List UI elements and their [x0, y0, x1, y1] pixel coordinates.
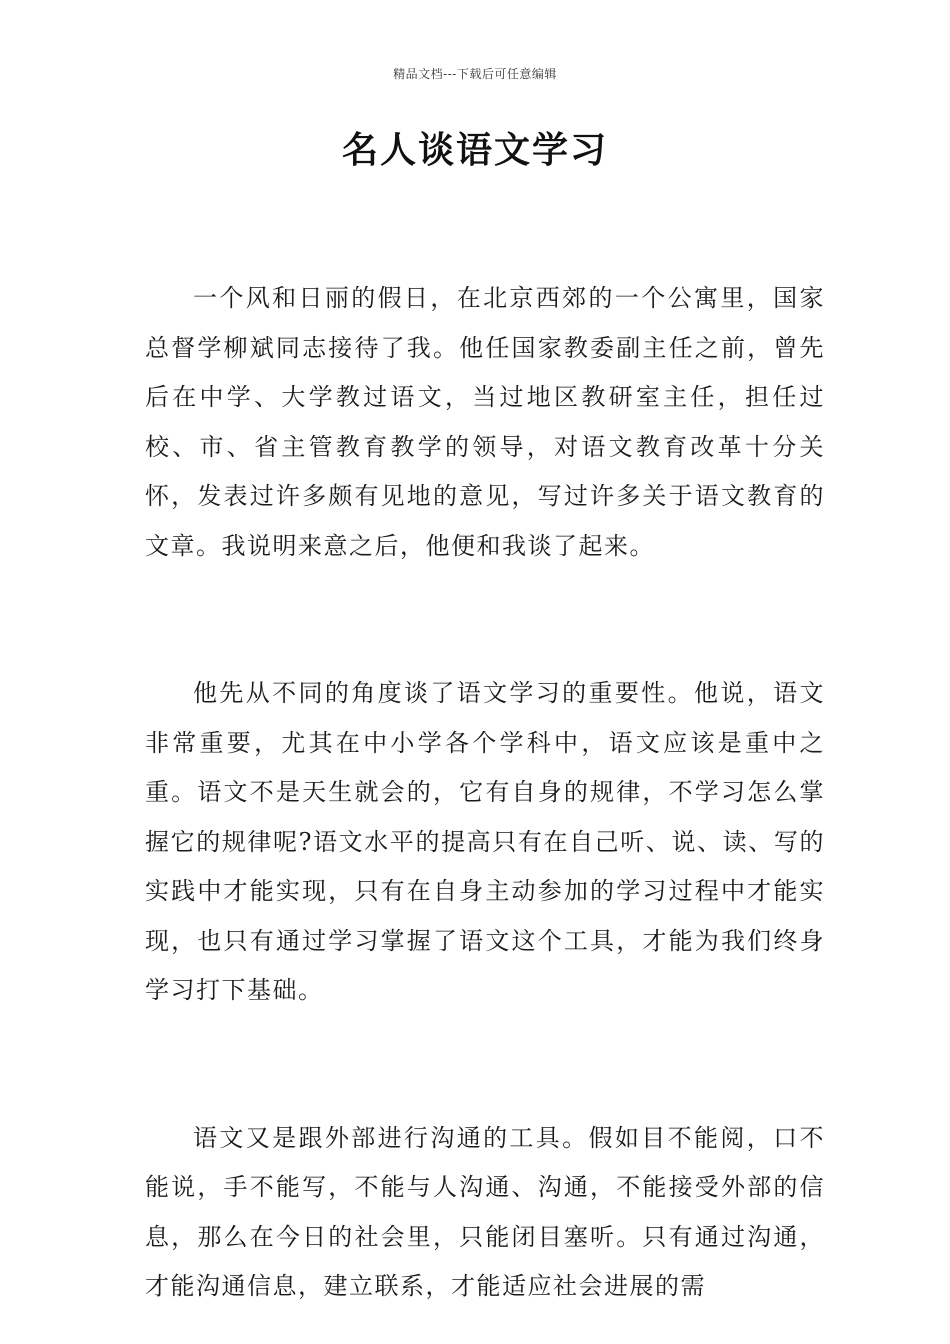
- document-title: 名人谈语文学习: [341, 130, 608, 171]
- document-body: [145, 274, 825, 1312]
- page-header: 精品文档---下载后可任意编辑: [393, 67, 557, 81]
- paragraph-2: 他先从不同的角度谈了语文学习的重要性。他说，语文非常重要，尤其在中小学各个学科中，语文应该是重中之重。语文不是天生就会的，它有自身的规律，不学习怎么掌握它的规律呢?语文水平的提高只有在自己听、说、读、写的实践中才能实现，只有在自身主动参加的学习过程中才能实现，也只有通过学习掌握了语文这个工具，才能为我们终身学习打下基础。: [145, 679, 825, 1004]
- paragraph-3: 语文又是跟外部进行沟通的工具。假如目不能阅，口不能说，手不能写，不能与人沟通、沟通，不能接受外部的信息，那么在今日的社会里，只能闭目塞听。只有通过沟通，才能沟通信息，建立联系，才能适应社会进展的需: [145, 1123, 825, 1300]
- paragraph-1: 一个风和日丽的假日，在北京西郊的一个公寓里，国家总督学柳斌同志接待了我。他任国家教委副主任之前，曾先后在中学、大学教过语文，当过地区教研室主任，担任过校、市、省主管教育教学的领导，对语文教育改革十分关怀，发表过许多颇有见地的意见，写过许多关于语文教育的文章。我说明来意之后，他便和我谈了起来。: [145, 284, 825, 560]
